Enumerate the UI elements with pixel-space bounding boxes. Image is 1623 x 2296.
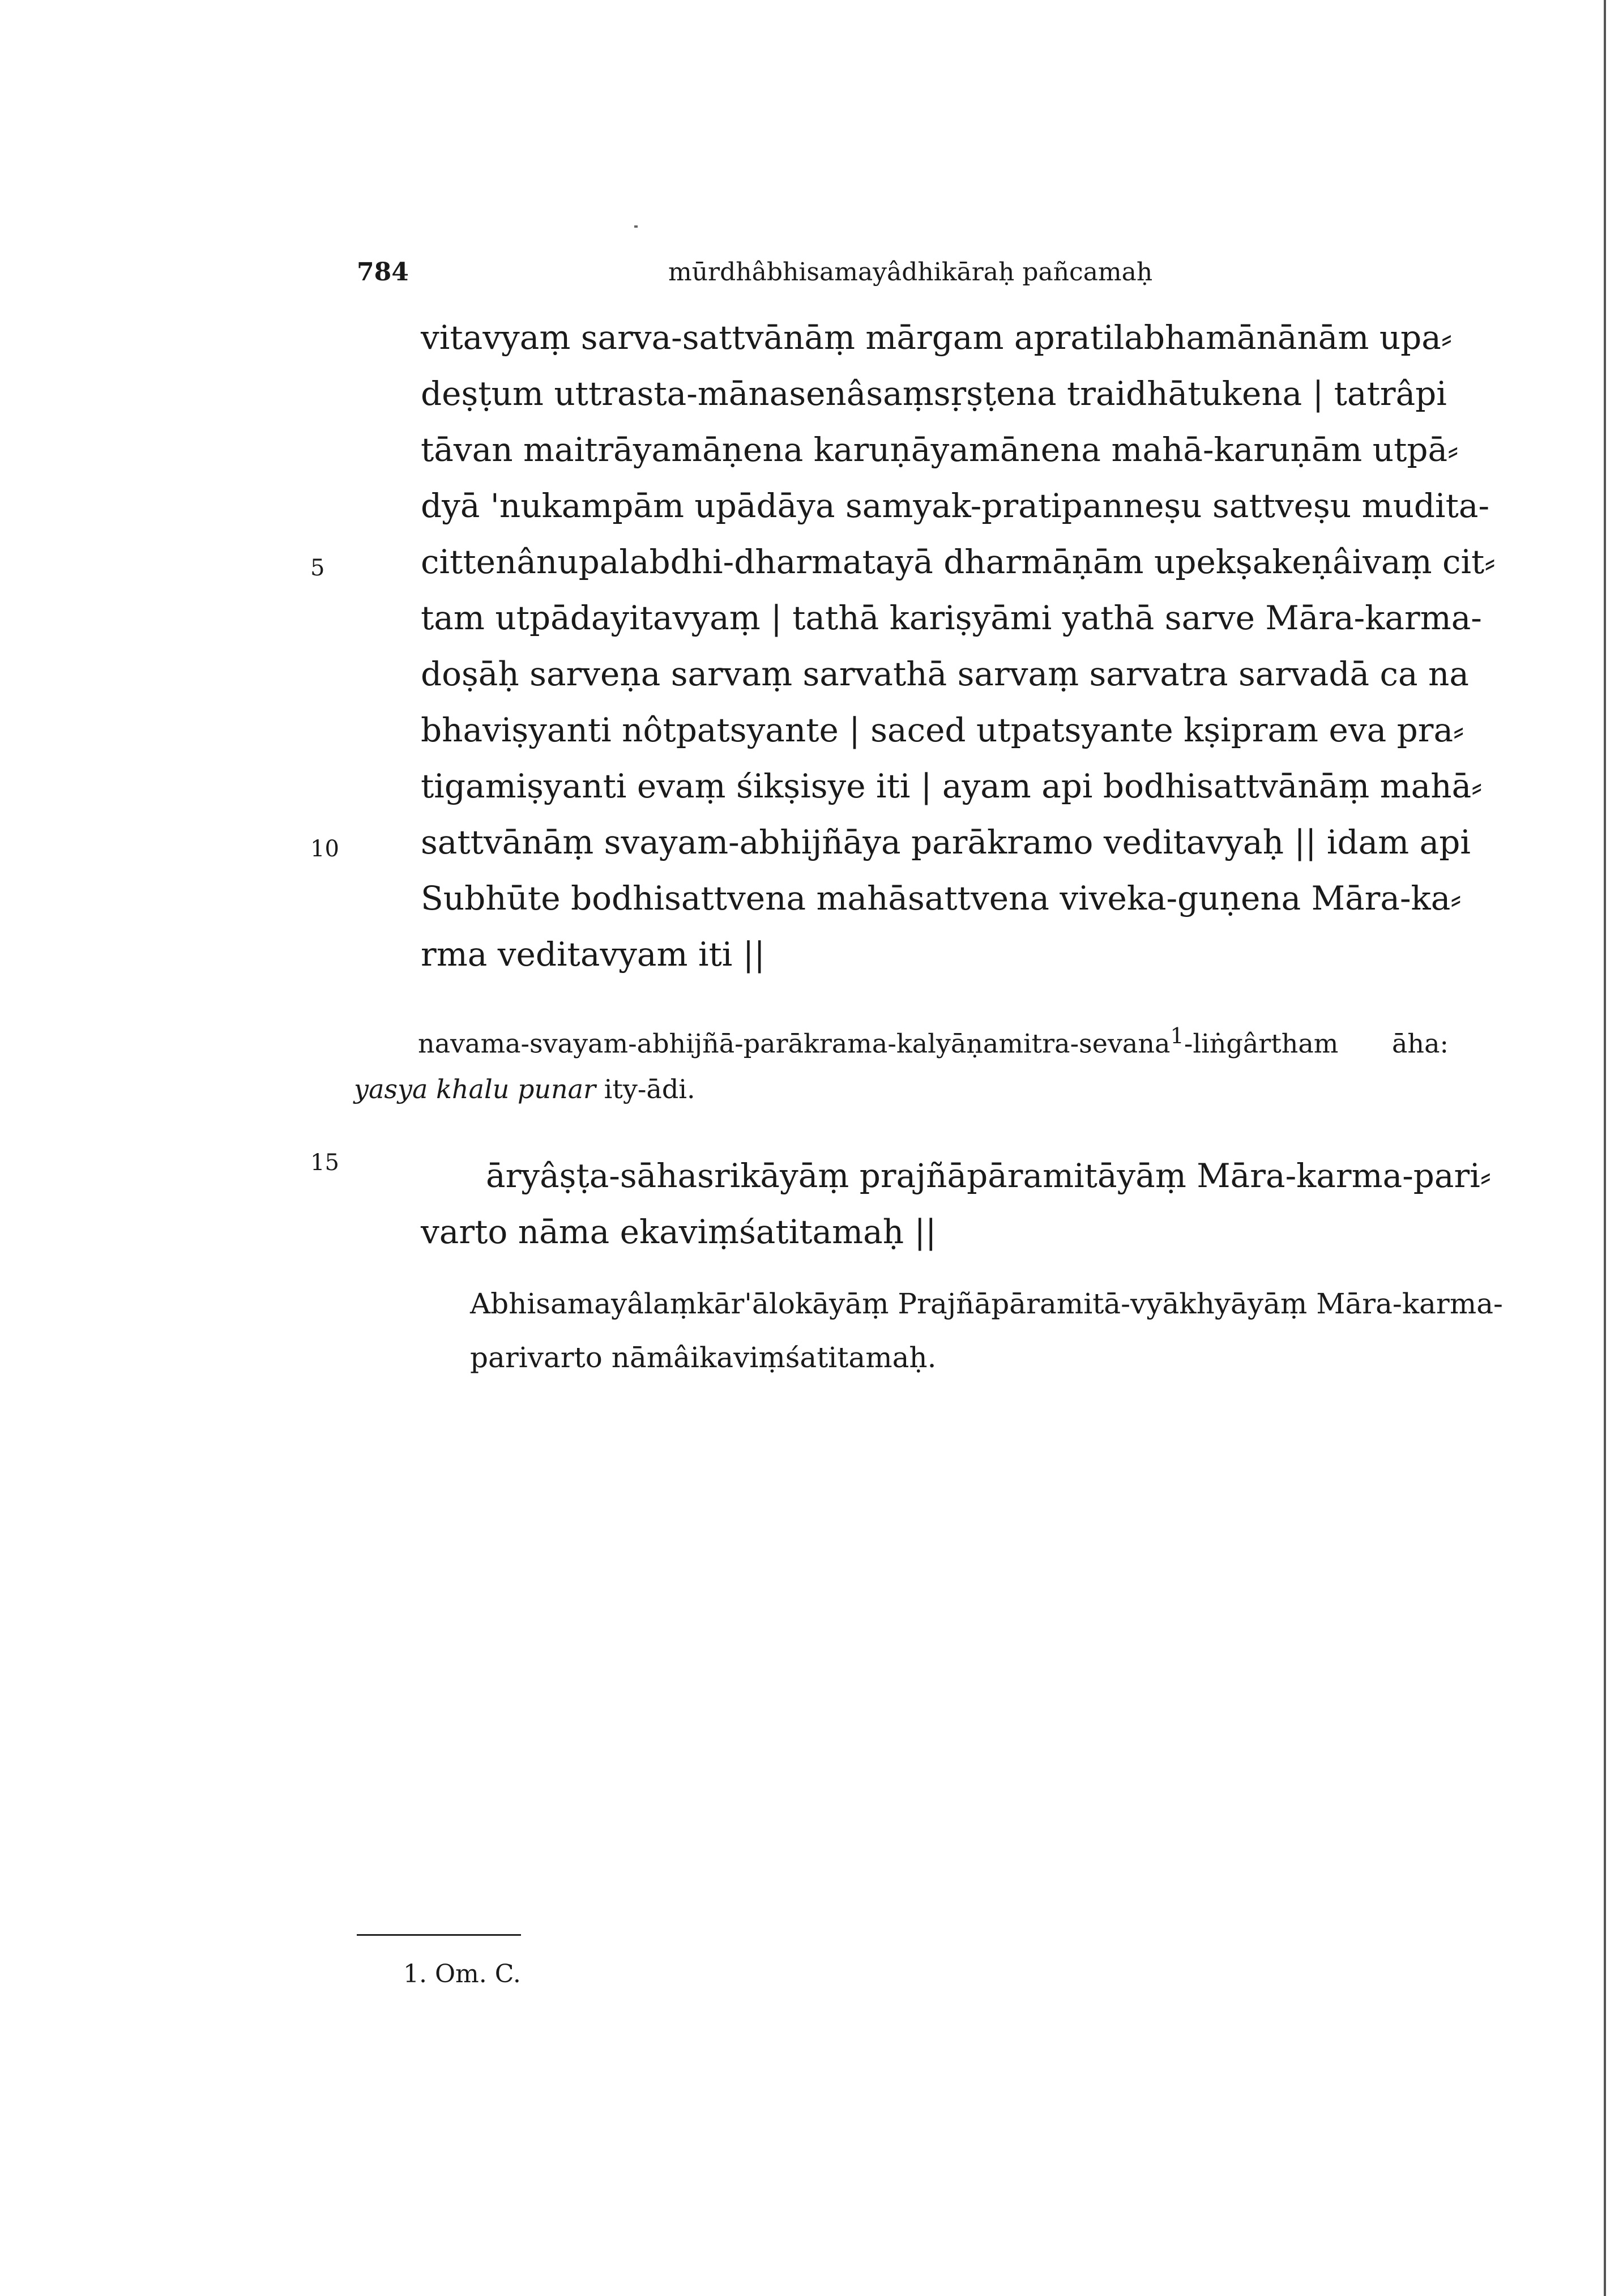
body-line: tāvan maitrāyamāṇena karuṇāyamānena mahā-karuṇām utpā⸗ bbox=[421, 430, 1459, 469]
commentary-text: -liṅgârtham āha: bbox=[1184, 1028, 1449, 1059]
sub-colophon-line: parivarto nāmâikaviṃśatitamaḥ. bbox=[470, 1341, 937, 1374]
body-line: rma veditavyam iti || bbox=[421, 935, 765, 974]
footnote-marker: 1 bbox=[1170, 1023, 1184, 1049]
sub-colophon-line: Abhisamayâlaṃkār'ālokāyāṃ Prajñāpāramitā-vyākhyāyāṃ Māra-karma- bbox=[470, 1287, 1503, 1320]
footnote-rule bbox=[357, 1934, 521, 1936]
body-line: tam utpādayitavyaṃ | tathā kariṣyāmi yathā sarve Māra-karma- bbox=[421, 599, 1482, 637]
colophon-line: āryâṣṭa-sāhasrikāyāṃ prajñāpāramitāyāṃ Māra-karma-pari⸗ bbox=[486, 1156, 1492, 1195]
line-number: 5 bbox=[310, 555, 325, 581]
body-line: deṣṭum uttrasta-mānasenâsaṃsṛṣṭena traidhātukena | tatrâpi bbox=[421, 374, 1447, 413]
page-edge-rule bbox=[1604, 0, 1606, 2296]
body-line: doṣāḥ sarveṇa sarvaṃ sarvathā sarvaṃ sarvatra sarvadā ca na bbox=[421, 655, 1469, 693]
commentary-line bbox=[418, 1019, 1449, 1060]
body-line: tigamiṣyanti evaṃ śikṣisye iti | ayam api bodhisattvānāṃ mahā⸗ bbox=[421, 767, 1483, 805]
body-line: cittenânupalabdhi-dharmatayā dharmāṇām upekṣakeṇâivaṃ cit⸗ bbox=[421, 543, 1496, 581]
page-number: 784 bbox=[357, 258, 409, 287]
commentary-text: ity-ādi. bbox=[596, 1074, 695, 1104]
line-number: 15 bbox=[310, 1150, 339, 1176]
running-title: mūrdhâbhisamayâdhikāraḥ pañcamaḥ bbox=[668, 258, 1153, 287]
body-line: Subhūte bodhisattvena mahāsattvena viveka-guṇena Māra-ka⸗ bbox=[421, 879, 1462, 917]
body-line: vitavyaṃ sarva-sattvānāṃ mārgam apratilabhamānānām upa⸗ bbox=[421, 318, 1453, 357]
printing-mark bbox=[634, 225, 638, 228]
body-line: dyā 'nukampām upādāya samyak-pratipanneṣu sattveṣu mudita- bbox=[421, 486, 1490, 525]
colophon-line: varto nāma ekaviṃśatitamaḥ || bbox=[421, 1213, 937, 1251]
commentary-text: navama-svayam-abhijñā-parākrama-kalyāṇamitra-sevana bbox=[418, 1028, 1171, 1059]
commentary-citation: yasya khalu punar bbox=[354, 1074, 596, 1104]
footnote: 1. Om. C. bbox=[403, 1960, 521, 1988]
body-line: bhaviṣyanti nôtpatsyante | saced utpatsyante kṣipram eva pra⸗ bbox=[421, 711, 1464, 749]
commentary-line bbox=[354, 1072, 695, 1106]
line-number: 10 bbox=[310, 836, 339, 862]
body-line: sattvānāṃ svayam-abhijñāya parākramo veditavyaḥ || idam api bbox=[421, 823, 1471, 861]
